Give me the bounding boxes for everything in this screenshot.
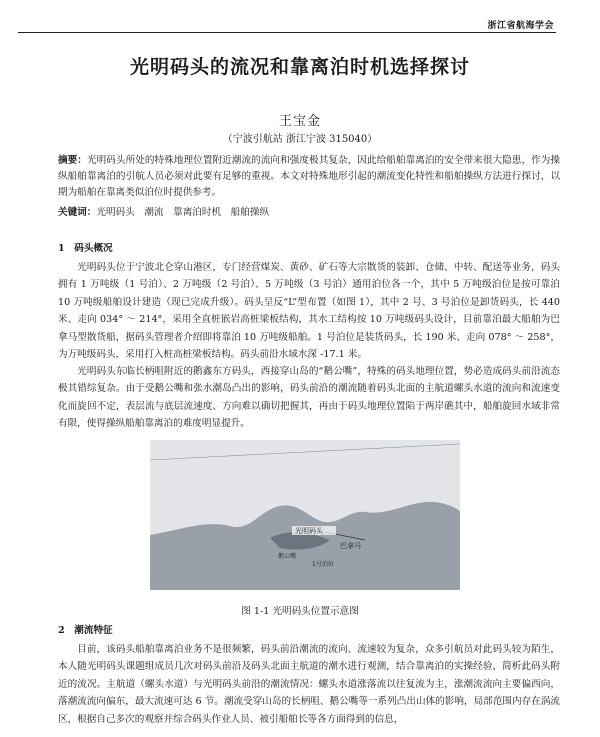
journal-name: 浙江省航海学会 (487, 21, 554, 31)
figure-caption: 图 1-1 光明码头位置示意图 (241, 606, 359, 617)
section1-paragraph-2: 光明码头东临长柄咀附近的鹅鑫东方码头，西接穿山岛的“鹅公嘴”，特殊的码头地理位置，势必造成码头前沿流态极其错综复杂。由于受鹅公嘴和张水潮岛凸出的影响，码头前沿的潮流随着码头北面的主航道螺头水道的流向和流速变化而旋回不定，表层流与底层流速度、方向难以确切把握其，再由于码头地理位置陷于两岸礁其中，船舶旋回水域非常有限，使得操纵船舶靠离泊的难度明显提升。 (58, 366, 560, 430)
keywords-text: 光明码头 潮流 靠离泊时机 船舶操纵 (96, 207, 270, 218)
article-author: 王宝金 (278, 114, 321, 129)
map-figure-icon (150, 440, 460, 590)
abstract-label: 摘要： (58, 155, 87, 166)
article-affiliation: （宁波引航站 浙江宁波 315040） (222, 134, 378, 145)
section-heading-2: 2 潮流特征 (58, 625, 113, 636)
keywords (58, 205, 560, 221)
section-heading-1: 1 码头概况 (58, 243, 113, 254)
keywords-label: 关键词： (58, 207, 97, 218)
map-label-b: 鹅公嘴 (278, 553, 297, 560)
location-map-figure (150, 440, 460, 590)
section2-paragraph-1: 目前，该码头船舶靠离泊业务不是很频繁，码头前沿潮流的流向、流速较为复杂，众多引航员对此码头较为陌生，本人随光明码头课题组成员几次对码头前沿及码头北面主航道的潮水进行观测，结合靠离泊的实操经验，简析此码头附近的流况。主航道（螺头水道）与光明码头前沿的潮流情况：螺头水道涨落流以往复流为主，涨潮流流向主要偏西向，落潮流流向偏东，最大流速可达 6 节。潮流受穿山岛的长柄咀、鹅公嘴等一系列凸出山体的影响，局部范围内存在涡流区，根据自己多次的观察并综合码头作业人员、被引船舶长等各方面得到的信息， (58, 644, 560, 725)
map-label-main: 光明码头 (295, 527, 323, 535)
abstract (58, 153, 560, 201)
section1-paragraph-1: 光明码头位于宁波北仑穿山港区，专门经营煤炭、黄砂、矿石等大宗散货的装卸、仓储、中转、配送等业务，码头拥有 1 万吨级（1 号泊）、2 万吨级（2 号泊）、5 万吨级（3 号泊）通用泊位各一个，其中 5 万吨级泊位是按可靠泊 10 万吨级船舶设计建造（现已完成升级）。码头呈反“L”型布置（如图 1），其中 2 号、3 号泊位是卸货码头，长 440 米、走向 034° ～ 214°，采用全直桩嵌岩高桩梁板结构，其水工结构按 10 万吨级码头设计，目前靠泊最大船舶为巴拿马型散货船，据码头管理者介绍即将靠泊 10 万吨级船舶。1 号泊位是装货码头，长 190 米、走向 078° ～ 258°，为万吨级码头，采用打入桩高桩梁板结构。码头前沿水域水深 -17.1 米。 (58, 262, 560, 361)
article-title: 光明码头的流况和靠离泊时机选择探讨 (129, 56, 470, 78)
map-label-a: 巴拿马 (340, 542, 361, 550)
map-label-c: 1号泊位 (312, 561, 334, 568)
abstract-text: 光明码头所处的特殊地理位置附近潮流的流向和强度极其复杂，因此给船舶靠离泊的安全带来很大隐患，作为操纵船舶靠离泊的引航人员必须对此要有足够的重视。本文对特殊地形引起的潮流变化特性和船舶操纵方法进行探讨，以期为船舶在靠离类似泊位时提供参考。 (58, 155, 561, 198)
running-header (18, 18, 556, 33)
